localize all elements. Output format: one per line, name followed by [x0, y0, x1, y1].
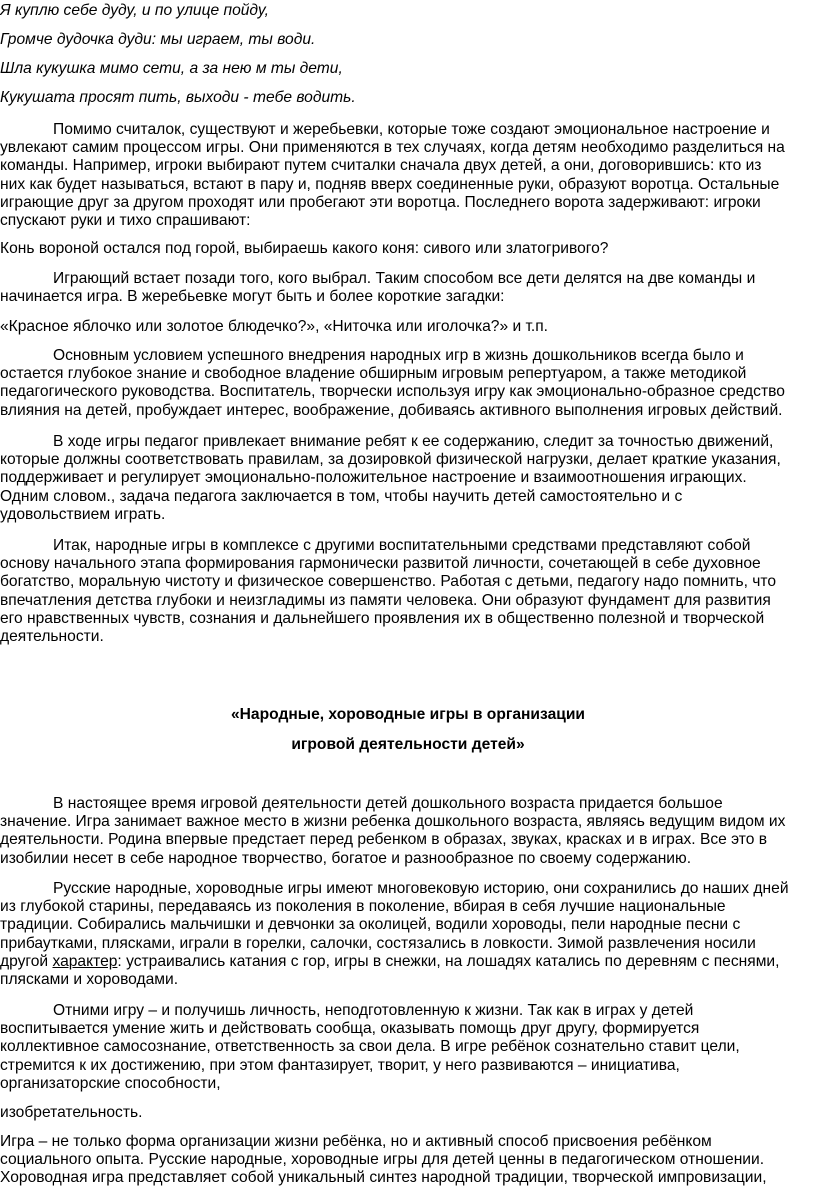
section-heading-line-1: «Народные, хороводные игры в организации	[231, 706, 585, 723]
paragraph-teacher-role: В ходе игры педагог привлекает внимание ребят к ее содержанию, следит за точностью движений, которые должны соответствовать правилам, за дозировкой физической нагрузки, делает краткие указания, поддерживает и регулирует эмоционально-положительное настроение и взаимоотношения играющих. Одним словом., задача педагога заключается в том, чтобы научить детей самостоятельно и с удовольствием играть.	[0, 433, 781, 523]
verse-line-3: Шла кукушка мимо сети, а за нею м ты дети,	[0, 60, 343, 77]
paragraph-inventiveness: изобретательность.	[0, 1104, 143, 1121]
section-heading-line-2: игровой деятельности детей»	[291, 736, 525, 753]
paragraph-take-away-game: Отними игру – и получишь личность, неподготовленную к жизни. Так как в играх у детей воспитывается умение жить и действовать сообща, оказывать помощь друг другу, формируется коллективное самосознание, ответственность за свои дела. В игре ребёнок сознательно ставит цели, стремится к их достижению, при этом фантазирует, творит, у него развиваются – инициатива, организаторские способности,	[0, 1002, 740, 1092]
verse-line-2: Громче дудочка дуди: мы играем, ты води.	[0, 31, 316, 48]
paragraph-lots: Помимо считалок, существуют и жеребьевки, которые тоже создают эмоциональное настроение и увлекают самим процессом игры. Они применяются в тех случаях, когда детям необходимо разделиться на команды. Например, игроки выбирают путем считалки сначала двух детей, а они, договорившись: кто из них как будет называться, встают в пару и, подняв вверх соединенные руки, образуют воротца. Остальные играющие друг за другом проходят или пробегают эти воротца. Последнего ворота задерживают: игроки спускают руки и тихо спрашивают:	[0, 121, 785, 230]
paragraph-short-riddles: «Красное яблочко или золотое блюдечко?», «Ниточка или иголочка?» и т.п.	[0, 318, 549, 335]
paragraph-teams: Играющий встает позади того, кого выбрал. Таким способом все дети делятся на две команды и начинается игра. В жеребьевке могут быть и более короткие загадки:	[0, 270, 756, 306]
verse-line-4: Кукушата просят пить, выходи - тебе водить.	[0, 89, 356, 106]
paragraph-riddle: Конь вороной остался под горой, выбираешь какого коня: сивого или златогривого?	[0, 240, 609, 257]
paragraph-russian-games	[0, 880, 790, 989]
character-link[interactable]: характер	[52, 952, 118, 970]
verse-line-1: Я куплю себе дуду, и по улице пойду,	[0, 2, 269, 19]
paragraph-text-end: : устраивались катания с гор, игры в снежки, на лошадях катались по деревням с песнями, плясками и хороводами.	[0, 952, 780, 989]
paragraph-present-time: В настоящее время игровой деятельности детей дошкольного возраста придается большое значение. Игра занимает важное место в жизни ребенка дошкольного возраста, являясь ведущим видом их деятельности. Родина впервые предстает перед ребенком в образах, звуках, красках и в играх. Все это в изобилии несет в себе народное творчество, богатое и разнообразное по своему содержанию.	[0, 795, 786, 867]
paragraph-conclusion: Итак, народные игры в комплексе с другими воспитательными средствами представляют собой основу начального этапа формирования гармонически развитой личности, сочетающей в себе духовное богатство, моральную чистоту и физическое совершенство. Работая с детьми, педагогу надо помнить, что впечатления детства глубоки и неизгладимы из памяти человека. Они образуют фундамент для развития его нравственных чувств, сознания и дальнейшего проявления их в общественно полезной и творческой деятельности.	[0, 537, 776, 646]
paragraph-text-start: Русские народные, хороводные игры имеют многовековую историю, они сохранились до наших дней из глубокой старины, передаваясь из поколения в поколение, вбирая в себя лучшие национальные традиции. Собирались мальчишки и девчонки за околицей, водили хороводы, пели народные песни с прибаутками, плясками, играли в горелки, салочки, состязались в ловкости. Зимой развлечения носили другой	[0, 880, 789, 970]
paragraph-main-condition: Основным условием успешного внедрения народных игр в жизнь дошкольников всегда было и остается глубокое знание и свободное владение обширным игровым репертуаром, а также методикой педагогического руководства. Воспитатель, творчески используя игру как эмоционально-образное средство влияния на детей, пробуждает интерес, воображение, добиваясь активного выполнения игровых действий.	[0, 347, 785, 419]
paragraph-game-form: Игра – не только форма организации жизни ребёнка, но и активный способ присвоения ребёнком социального опыта. Русские народные, хороводные игры для детей ценны в педагогическом отношении. Хороводная игра представляет собой уникальный синтез народной традиции, творческой импровизации,	[0, 1133, 767, 1187]
